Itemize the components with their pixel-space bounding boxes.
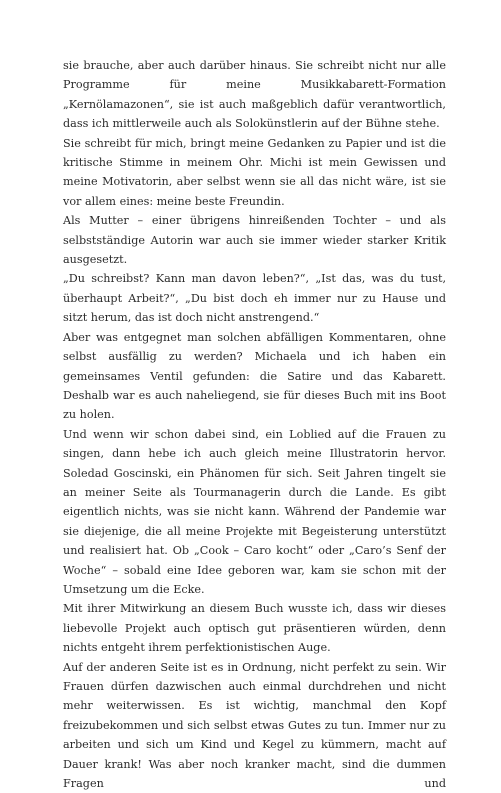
paragraph-4: „Du schreibst? Kann man davon leben?“, „Ist das, was du tust, überhaupt Arbeit?“, „Du bist doch eh immer nur zu Hause und sitzt herum, das ist doch nicht anstrengend.“ <box>63 272 446 325</box>
paragraph-8: Auf der anderen Seite ist es in Ordnung, nicht perfekt zu sein. Wir Frauen dürfen dazwischen auch einmal durchdrehen und nicht mehr weiterwissen. Es ist wichtig, manchmal den Kopf freizubekommen und sich selbst etwas Gutes zu tun. Immer nur zu arbeiten und sich um Kind und Kegel zu kümmern, macht auf Dauer krank! Was aber noch kranker macht, sind die dummen Fragen und <box>63 660 446 791</box>
paragraph-6: Und wenn wir schon dabei sind, ein Loblied auf die Frauen zu singen, dann hebe ich auch gleich meine Illustratorin hervor. Soledad Goscinski, ein Phänomen für sich. Seit Jahren tingelt sie an meiner Seite als Tourmanagerin durch die Lande. Es gibt eigentlich nichts, was sie nicht kann. Während der Pandemie war sie diejenige, die all meine Projekte mit Begeisterung unterstützt und realisiert hat. Ob „Cook – Caro kocht“ oder „Caro’s Senf der Woche“ – sobald eine Idee geboren war, kam sie schon mit der Umsetzung um die Ecke. <box>63 427 446 596</box>
body-text <box>63 56 446 793</box>
paragraph-1: sie brauche, aber auch darüber hinaus. Sie schreibt nicht nur alle Programme für meine Musikkabarett-Formation „Kernölamazonen“, sie ist auch maßgeblich dafür verantwortlich, dass ich mittlerweile auch als Solokünstlerin auf der Bühne stehe. <box>63 59 446 131</box>
paragraph-2: Sie schreibt für mich, bringt meine Gedanken zu Papier und ist die kritische Stimme in meinem Ohr. Michi ist mein Gewissen und meine Motivatorin, aber selbst wenn sie all das nicht wäre, ist sie vor allem eines: meine beste Freundin. <box>63 136 446 208</box>
paragraph-3: Als Mutter – einer übrigens hinreißenden Tochter – und als selbstständige Autorin war auch sie immer wieder starker Kritik ausgesetzt. <box>63 214 446 267</box>
paragraph-5: Aber was entgegnet man solchen abfälligen Kommentaren, ohne selbst ausfällig zu werden? Michaela und ich haben ein gemeinsames Ventil gefunden: die Satire und das Kabarett. Deshalb war es auch naheliegend, sie für dieses Buch mit ins Boot zu holen. <box>63 330 446 422</box>
paragraph-7: Mit ihrer Mitwirkung an diesem Buch wusste ich, dass wir dieses liebevolle Projekt auch optisch gut präsentieren würden, denn nichts entgeht ihrem perfektionistischen Auge. <box>63 602 446 655</box>
